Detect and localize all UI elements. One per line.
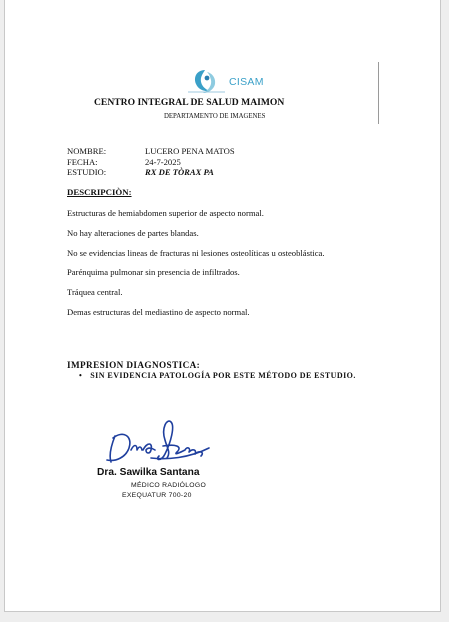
finding-paragraph: Tráquea central. bbox=[67, 287, 123, 298]
signature-icon bbox=[101, 416, 213, 466]
document-page bbox=[4, 0, 441, 612]
cisam-logo bbox=[185, 66, 263, 96]
study-label: ESTUDIO: bbox=[67, 167, 107, 177]
patient-info bbox=[67, 146, 235, 178]
name-row bbox=[67, 146, 235, 157]
name-label: NOMBRE: bbox=[67, 146, 107, 156]
impression-list bbox=[79, 371, 356, 380]
impression-heading: IMPRESION DIAGNOSTICA: bbox=[67, 360, 201, 370]
study-value: RX DE TÒRAX PA bbox=[145, 167, 214, 177]
logo-text: CISAM bbox=[229, 76, 264, 88]
findings-list bbox=[67, 208, 342, 327]
date-value: 24-7-2025 bbox=[145, 156, 181, 167]
study-row bbox=[67, 167, 235, 178]
date-row bbox=[67, 157, 235, 168]
impression-item: • SIN EVIDENCIA PATOLOGÍA POR ESTE MÉTODO DE ESTUDIO. bbox=[79, 371, 356, 380]
description-heading: DESCRIPCIÒN: bbox=[67, 187, 132, 197]
signer-name: Dra. Sawilka Santana bbox=[97, 467, 200, 478]
finding-paragraph: No se evidencias lineas de fracturas ni lesiones osteolíticas u osteoblástica. bbox=[67, 247, 325, 258]
name-value: LUCERO PENA MATOS bbox=[145, 146, 235, 156]
handwritten-signature bbox=[101, 416, 213, 466]
finding-paragraph: No hay alteraciones de partes blandas. bbox=[67, 227, 199, 238]
vertical-divider bbox=[378, 62, 379, 124]
finding-paragraph: Demas estructuras del mediastino de aspecto normal. bbox=[67, 306, 250, 317]
signer-role: MÉDICO RADIÓLOGO bbox=[131, 482, 207, 489]
finding-paragraph: Estructuras de hemiabdomen superior de aspecto normal. bbox=[67, 208, 264, 218]
signer-exequatur: EXEQUATUR 700-20 bbox=[122, 492, 192, 499]
department-name: DEPARTAMENTO DE IMAGENES bbox=[164, 113, 266, 120]
date-label: FECHA: bbox=[67, 156, 98, 167]
organization-name: CENTRO INTEGRAL DE SALUD MAIMON bbox=[94, 97, 285, 108]
finding-paragraph: Parénquima pulmonar sin presencia de infiltrados. bbox=[67, 267, 240, 278]
